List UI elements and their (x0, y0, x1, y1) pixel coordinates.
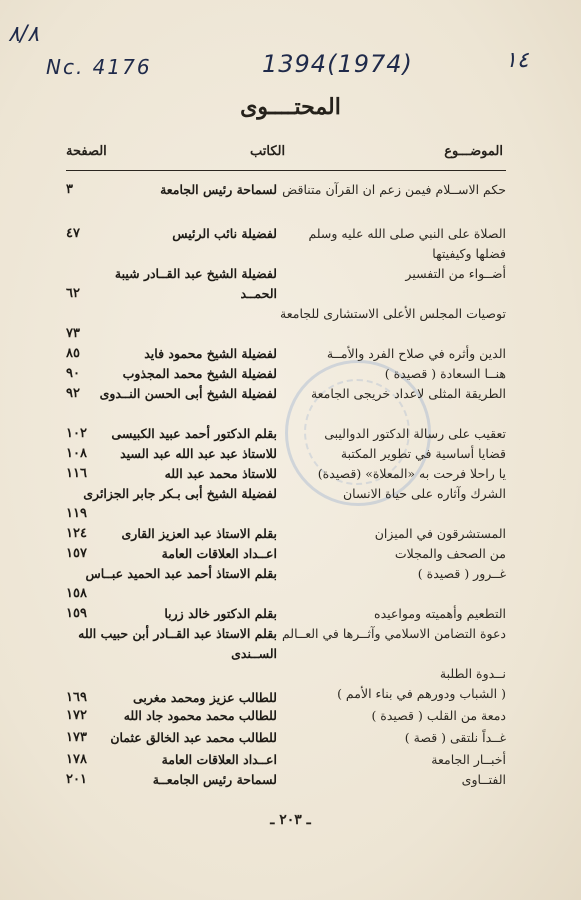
toc-author: لفضيلة الشيخ أبى بـكر جابر الجزائرى (83, 486, 277, 501)
toc-subject: توصيات المجلس الأعلى الاستشارى للجامعة (280, 306, 506, 321)
toc-subject: الدين وأثره في صلاح الفرد والأمــة (326, 346, 506, 361)
toc-author: لفضيلة الشيخ محمود فايد (144, 346, 277, 361)
page-number-footer: ـ ٢٠٣ ـ (270, 812, 311, 828)
toc-page: ١٠٨ (66, 446, 87, 461)
toc-author: لسماحة رئيس الجامعة (160, 182, 277, 197)
toc-author: بقلم الاستاذ عبد القــادر أبن حبيب الله الســندى (78, 626, 277, 661)
toc-page: ١٧٣ (66, 730, 87, 745)
toc-subject: المستشرقون في الميزان (374, 526, 506, 541)
toc-subject: تعقيب على رسالة الدكتور الدواليبى (324, 426, 506, 441)
toc-author: اعــداد العلاقات العامة (161, 752, 277, 767)
toc-subject: دمعة من القلب ( قصيدة ) (371, 708, 506, 723)
toc-subject: ( الشباب ودورهم في بناء الأمم ) (337, 686, 506, 701)
page-title: المحتــــوى (240, 94, 341, 120)
handwritten-year: 1394(1974) (262, 50, 413, 78)
header-page: الصفحة (66, 144, 107, 159)
handwritten-corner-note: ٨/٨ (8, 22, 40, 47)
header-subject: الموضـــوع (444, 144, 503, 159)
toc-page: ١٥٧ (66, 546, 87, 561)
toc-page: ٣ (66, 182, 73, 197)
toc-subject: نــدوة الطلبة (439, 666, 506, 681)
toc-subject: أخبــار الجامعة (431, 752, 506, 767)
toc-author: للاستاذ محمد عبد الله (164, 466, 277, 481)
toc-page: ١٠٢ (66, 426, 87, 441)
toc-subject: غــداً نلتقى ( قصة ) (404, 730, 506, 745)
toc-page: ٨٥ (66, 346, 80, 361)
toc-author: بقلم الدكتور أحمد عبيد الكبيسى (111, 426, 277, 441)
toc-author: لفضيلة الشيخ محمد المجذوب (122, 366, 277, 381)
toc-subject: يا راحلا فرحت به «المعلاة» (قصيدة) (317, 466, 506, 481)
header-author: الكاتب (250, 144, 286, 159)
toc-page: ١٥٨ (66, 586, 87, 601)
toc-page: ٢٠١ (66, 772, 87, 787)
toc-subject: هنــا السعادة ( قصيدة ) (384, 366, 506, 381)
toc-page: ١٧٨ (66, 752, 87, 767)
toc-subject: قضايا أساسية في تطوير المكتبة (340, 446, 506, 461)
toc-subject: من الصحف والمجلات (394, 546, 506, 561)
toc-subject: التطعيم وأهميته ومواعيده (374, 606, 506, 621)
toc-page: ٧٣ (66, 326, 80, 341)
handwritten-manuscript-number: Nc. 4176 (46, 55, 152, 79)
toc-subject: الصلاة على النبي صلى الله عليه وسلم فضلها وكيفيتها (308, 226, 506, 261)
toc-author: بقلم الدكتور خالد زربا (164, 606, 277, 621)
toc-author: لسماحة رئيس الجامعــة (152, 772, 277, 787)
toc-subject: حكم الاســلام فيمن زعم ان القرآن متناقض (282, 182, 506, 197)
toc-page: ١٥٩ (66, 606, 87, 621)
toc-subject: الشرك وآثاره على حياة الانسان (342, 486, 506, 501)
toc-subject: الفتــاوى (461, 772, 506, 787)
toc-subject: غــرور ( قصيدة ) (417, 566, 506, 581)
toc-page: ١٦٩ (66, 690, 87, 705)
toc-page: ١١٩ (66, 506, 87, 521)
toc-author: اعــداد العلاقات العامة (161, 546, 277, 561)
toc-author: لفضيلة الشيخ عبد القــادر شيبة الحمــد (114, 266, 277, 301)
toc-author: لفضيلة الشيخ أبى الحسن النــدوى (99, 386, 277, 401)
header-divider (66, 170, 506, 171)
toc-author: للطالب محمد عبد الخالق عثمان (110, 730, 277, 745)
toc-subject: أضــواء من التفسير (405, 266, 506, 281)
toc-page: ٩٠ (66, 366, 80, 381)
toc-author: بقلم الاستاذ عبد العزيز القارى (121, 526, 277, 541)
toc-page: ٦٢ (66, 286, 80, 301)
toc-author: لفضيلة نائب الرئيس (172, 226, 277, 241)
toc-author: بقلم الاستاذ أحمد عبد الحميد عبــاس (85, 566, 277, 581)
toc-subject: دعوة التضامن الاسلامي وآثــرها في العــالم (281, 626, 506, 641)
toc-page: ٤٧ (66, 226, 80, 241)
toc-page: ١١٦ (66, 466, 87, 481)
handwritten-issue-number: ١٤ (505, 48, 529, 73)
toc-page: ١٧٢ (66, 708, 87, 723)
toc-page: ١٢٤ (66, 526, 87, 541)
toc-subject: الطريقة المثلى لاعداد خريجى الجامعة (310, 386, 506, 401)
toc-author: للطالب عزيز ومحمد مغربى (133, 690, 277, 705)
toc-page: ٩٢ (66, 386, 80, 401)
toc-author: للطالب محمد محمود جاد الله (123, 708, 277, 723)
toc-author: للاستاذ عبد عبد الله عبد السيد (120, 446, 277, 461)
